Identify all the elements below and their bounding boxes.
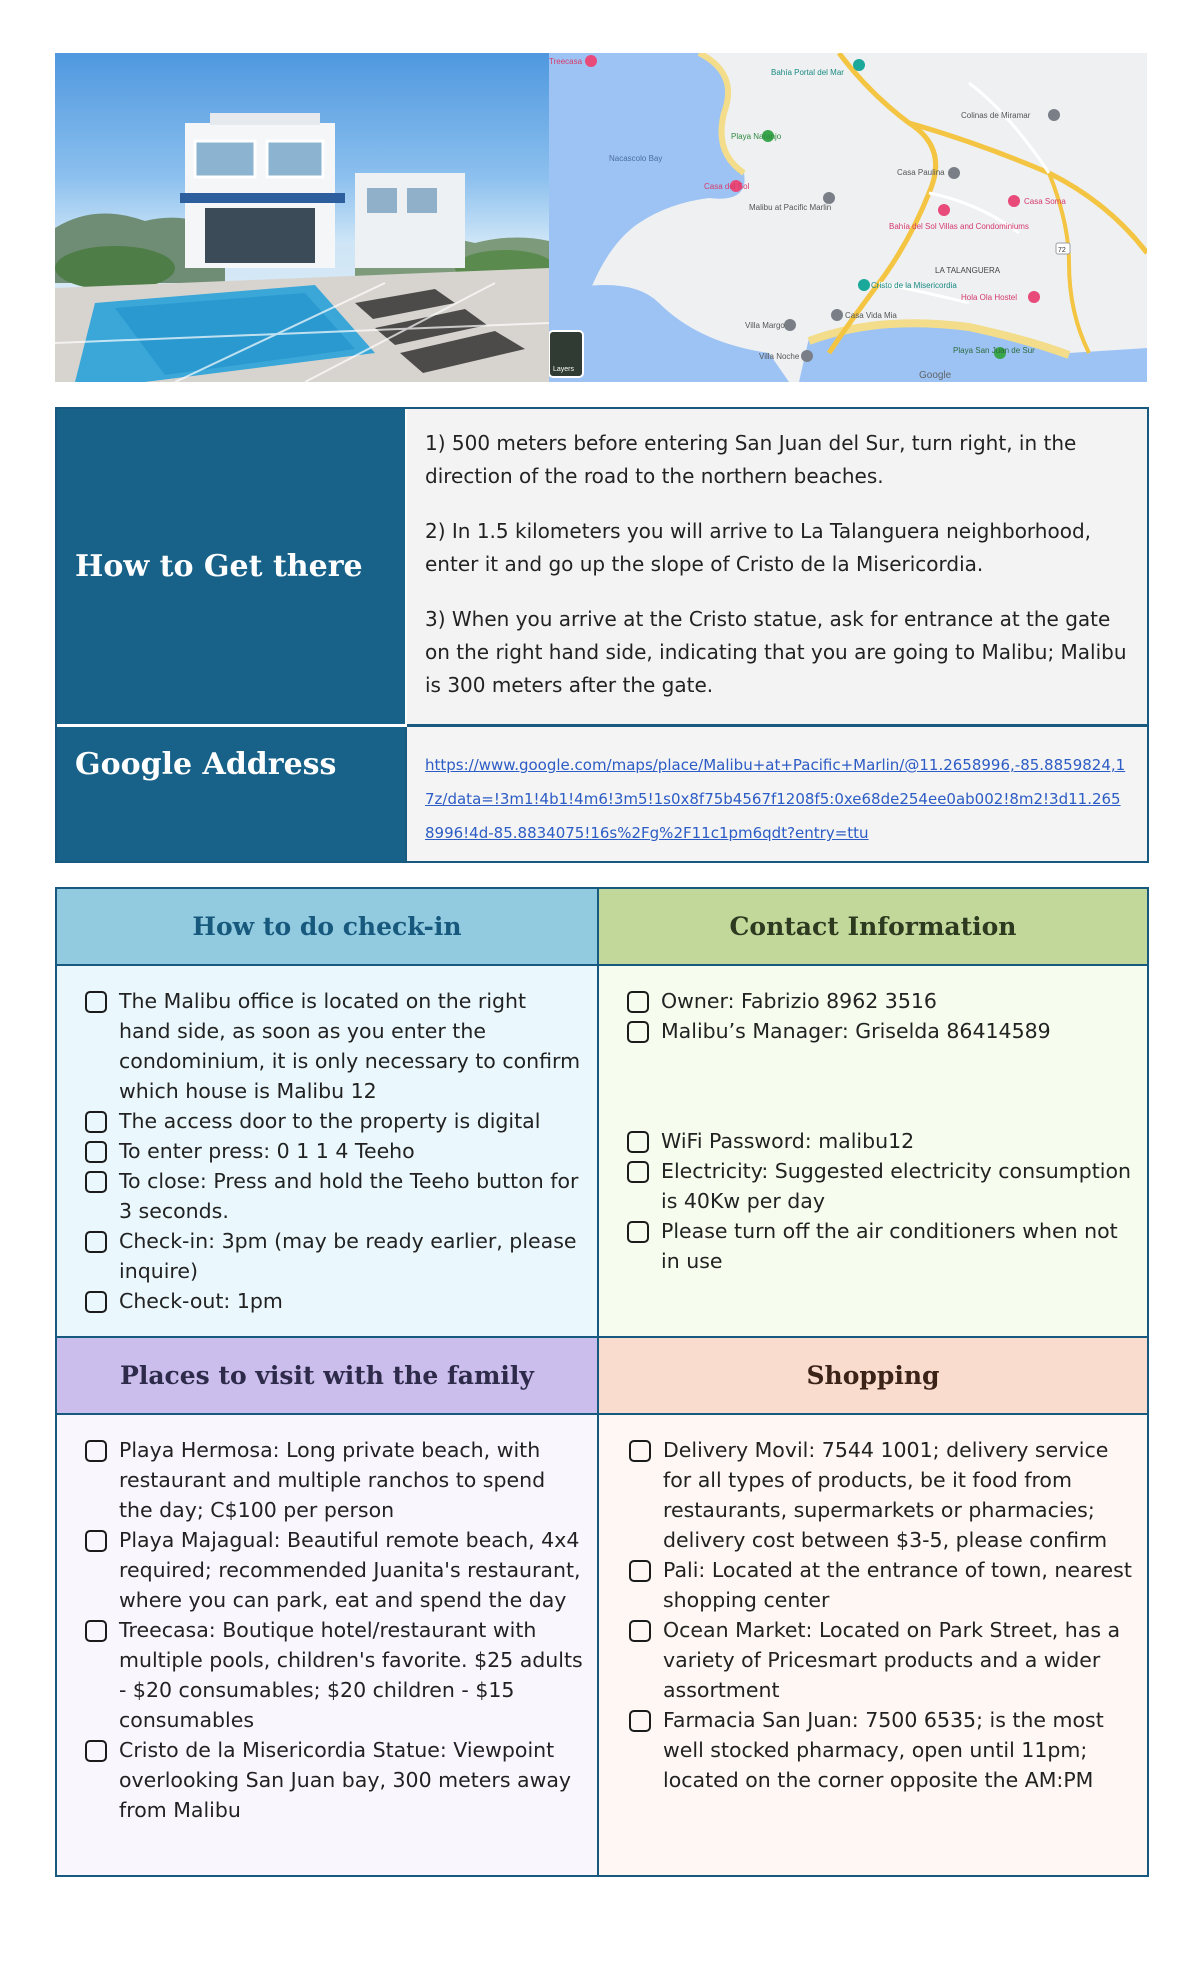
map-label-malibu: Malibu at Pacific Marlin: [749, 203, 832, 212]
layers-button[interactable]: [549, 331, 583, 377]
checkin-item-text: Check-in: 3pm (may be ready earlier, please inquire): [119, 1229, 577, 1283]
places-item: [85, 1435, 583, 1525]
contact-item-text: WiFi Password: malibu12: [661, 1129, 915, 1153]
checkbox[interactable]: [85, 1111, 107, 1133]
direction-step: 1) 500 meters before entering San Juan del Sur, turn right, in the direction of the road to the northern beaches.: [425, 431, 1077, 488]
checkbox[interactable]: [627, 1221, 649, 1243]
checkbox[interactable]: [627, 991, 649, 1013]
checkbox[interactable]: [85, 1530, 107, 1552]
checkbox[interactable]: [85, 991, 107, 1013]
google-address-cell: [407, 727, 1147, 861]
map-label-casa-paulina: Casa Paulina: [897, 168, 945, 177]
contact-item: [627, 1016, 1133, 1046]
checkbox[interactable]: [85, 1620, 107, 1642]
places-item-text: Treecasa: Boutique hotel/restaurant with multiple pools, children's favorite. $25 adults - $20 consumables; $20 children - $15 consumables: [119, 1618, 583, 1732]
contact-header: [599, 889, 1147, 966]
shopping-item: [629, 1435, 1133, 1555]
checkin-list: [57, 966, 599, 1338]
contact-item-text: Malibu’s Manager: Griselda 86414589: [661, 1019, 1051, 1043]
checkin-item-text: Check-out: 1pm: [119, 1289, 283, 1313]
checkin-header: [57, 889, 599, 966]
road-number-label: 72: [1058, 247, 1066, 254]
checkbox[interactable]: [627, 1131, 649, 1153]
map-label-playa-naranjo: Playa Naranjo: [731, 132, 782, 141]
checkbox[interactable]: [629, 1440, 651, 1462]
places-item-text: Playa Majagual: Beautiful remote beach, 4x4 required; recommended Juanita's restaurant, where you can park, eat and spend the day: [119, 1528, 581, 1612]
checkin-item: [85, 1166, 583, 1226]
checkbox[interactable]: [85, 1291, 107, 1313]
checkin-item: [85, 986, 583, 1106]
contact-list: [599, 966, 1147, 1338]
map-label-talanguera: LA TALANGUERA: [935, 266, 1001, 275]
google-logo: Google: [919, 370, 952, 381]
contact-item: [627, 1156, 1133, 1216]
contact-item-text: Electricity: Suggested electricity consumption is 40Kw per day: [661, 1159, 1131, 1213]
shopping-item-text: Pali: Located at the entrance of town, nearest shopping center: [663, 1558, 1132, 1612]
places-list: [57, 1415, 599, 1875]
checkin-item-text: To close: Press and hold the Teeho button for 3 seconds.: [119, 1169, 579, 1223]
map-illustration: [549, 53, 1147, 382]
shopping-item-text: Delivery Movil: 7544 1001; delivery service for all types of products, be it food from restaurants, supermarkets or pharmacies; delivery cost between $3-5, please confirm: [663, 1438, 1109, 1552]
shopping-header: [599, 1338, 1147, 1415]
map-label-villa-noche: Villa Noche: [759, 352, 800, 361]
checkin-item-text: To enter press: 0 1 1 4 Teeho: [119, 1139, 415, 1163]
checkin-item: [85, 1286, 583, 1316]
direction-step: 3) When you arrive at the Cristo statue, ask for entrance at the gate on the right hand side, indicating that you are going to Malibu; Malibu is 300 meters after the gate.: [425, 607, 1127, 697]
checkbox[interactable]: [85, 1231, 107, 1253]
contact-item: [627, 986, 1133, 1016]
contact-item-text: Please turn off the air conditioners when not in use: [661, 1219, 1118, 1273]
map-label-colinas: Colinas de Miramar: [961, 111, 1031, 120]
shopping-title: Shopping: [806, 1361, 940, 1390]
map-label-casa-soma: Casa Soma: [1024, 197, 1066, 206]
checkin-title: How to do check-in: [192, 912, 462, 941]
location-map[interactable]: [549, 53, 1147, 382]
map-label-nacascolo: Nacascolo Bay: [609, 154, 663, 163]
checkbox[interactable]: [629, 1560, 651, 1582]
directions-steps: [407, 409, 1147, 727]
checkin-item: [85, 1226, 583, 1286]
places-title: Places to visit with the family: [120, 1361, 534, 1390]
hero-images: [55, 53, 1147, 382]
checkin-item-text: The Malibu office is located on the right hand side, as soon as you enter the condominium, it is only necessary to confirm which house is Malibu 12: [119, 989, 581, 1103]
checkin-item-text: The access door to the property is digital: [119, 1109, 541, 1133]
checkbox[interactable]: [85, 1440, 107, 1462]
map-label-bahia-portal: Bahía Portal del Mar: [771, 68, 844, 77]
contact-item-text: Owner: Fabrizio 8962 3516: [661, 989, 937, 1013]
villa-pool-photo: [55, 53, 549, 382]
places-item: [85, 1525, 583, 1615]
places-item: [85, 1735, 583, 1825]
how-to-get-there-heading: [57, 409, 407, 727]
checkbox[interactable]: [85, 1740, 107, 1762]
map-label-villa-margo: Villa Margo: [745, 321, 785, 330]
checkbox[interactable]: [627, 1161, 649, 1183]
checkbox[interactable]: [629, 1710, 651, 1732]
shopping-item-text: Farmacia San Juan: 7500 6535; is the most well stocked pharmacy, open until 11pm; located on the corner opposite the AM:PM: [663, 1708, 1104, 1792]
checkin-item: [85, 1136, 583, 1166]
how-to-get-there-title: How to Get there: [75, 549, 363, 584]
checkbox[interactable]: [85, 1141, 107, 1163]
contact-item: [627, 1216, 1133, 1276]
checkbox[interactable]: [627, 1021, 649, 1043]
layers-label: Layers: [553, 366, 575, 373]
checkbox[interactable]: [85, 1171, 107, 1193]
checkbox[interactable]: [629, 1620, 651, 1642]
map-label-bahia-sol: Bahía del Sol Villas and Condominiums: [889, 222, 1029, 231]
shopping-item: [629, 1555, 1133, 1615]
villa-illustration: [55, 53, 549, 382]
info-grid: [55, 887, 1149, 1877]
places-item-text: Playa Hermosa: Long private beach, with restaurant and multiple ranchos to spend the day; C$100 per person: [119, 1438, 546, 1522]
directions-table: [55, 407, 1149, 863]
places-item-text: Cristo de la Misericordia Statue: Viewpoint overlooking San Juan bay, 300 meters away from Malibu: [119, 1738, 572, 1822]
shopping-item: [629, 1615, 1133, 1705]
google-maps-link[interactable]: https://www.google.com/maps/place/Malibu+at+Pacific+Marlin/@11.2658996,-85.8859824,17z/data=!3m1!4b1!4m6!3m5!1s0x8f75b4567f1208f5:0xe68de254ee0ab002!8m2!3d11.2658996!4d-85.8834075!16s%2Fg%2F11c1pm6qdt?entry=ttu: [425, 756, 1126, 842]
map-label-casa-del-sol: Casa del Sol: [704, 182, 750, 191]
places-item: [85, 1615, 583, 1735]
contact-item: [627, 1126, 1133, 1156]
map-label-casa-vida: Casa Vida Mia: [845, 311, 897, 320]
google-address-title: Google Address: [75, 747, 337, 782]
checkin-item: [85, 1106, 583, 1136]
map-label-cristo: Cristo de la Misericordia: [871, 281, 957, 290]
map-label-hola-ola: Hola Ola Hostel: [961, 293, 1018, 302]
contact-title: Contact Information: [729, 912, 1017, 941]
direction-step: 2) In 1.5 kilometers you will arrive to La Talanguera neighborhood, enter it and go up the slope of Cristo de la Misericordia.: [425, 519, 1092, 576]
map-label-playa-san-juan: Playa San Juan de Sur: [953, 346, 1035, 355]
places-header: [57, 1338, 599, 1415]
map-label-treecasa: Treecasa: [549, 57, 583, 66]
google-address-heading: [57, 727, 407, 861]
shopping-item: [629, 1705, 1133, 1795]
shopping-list: [599, 1415, 1147, 1875]
shopping-item-text: Ocean Market: Located on Park Street, has a variety of Pricesmart products and a wider assortment: [663, 1618, 1121, 1702]
spacer: [627, 1046, 1133, 1126]
